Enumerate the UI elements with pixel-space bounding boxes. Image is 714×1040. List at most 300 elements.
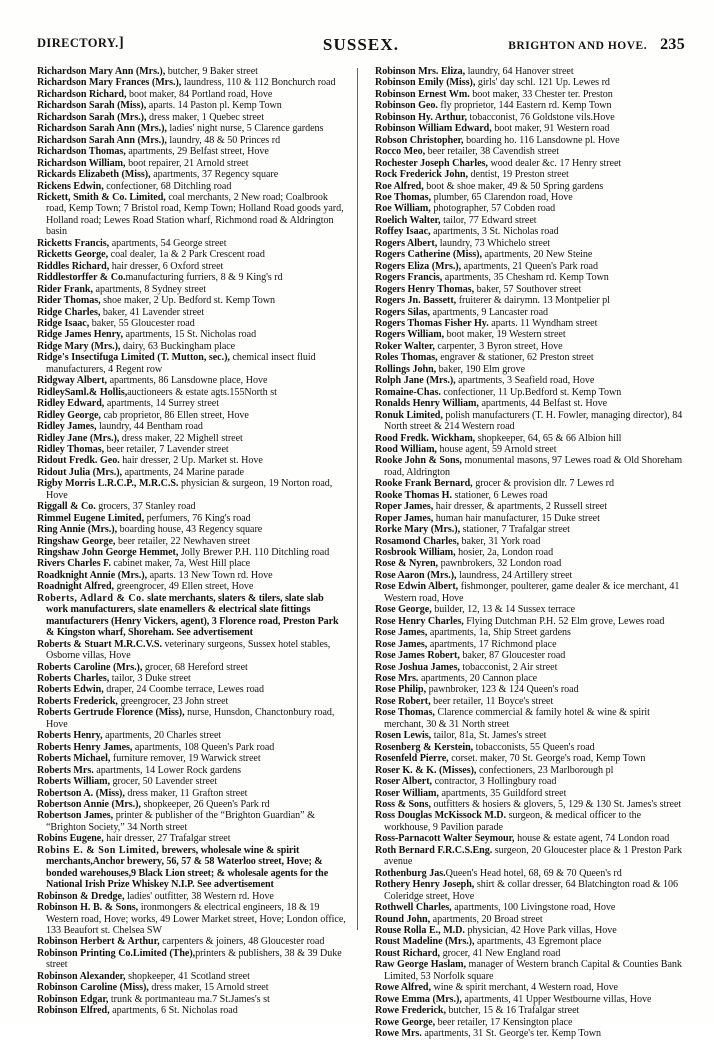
directory-entry — [375, 135, 685, 146]
entry-name: Richardson Sarah Ann (Mrs.), — [37, 134, 167, 146]
entry-description: laundry, 73 Whichelo street — [437, 237, 551, 249]
directory-entry — [37, 181, 347, 192]
entry-name: Rickett, Smith & Co. Limited, — [37, 191, 166, 203]
entry-description: apartments, 108 Queen's Park road — [132, 741, 275, 753]
entry-description: boot maker, 91 Western road — [491, 123, 610, 135]
directory-entry — [375, 765, 685, 776]
entry-description: pawnbrokers, 32 London road — [438, 558, 562, 570]
entry-description: apartments, 35 Guildford street — [438, 787, 567, 799]
directory-entry — [37, 765, 347, 776]
directory-entry — [375, 112, 685, 123]
entry-name: Robinson Geo. — [375, 100, 438, 112]
directory-entry — [375, 158, 685, 169]
running-head-right — [508, 36, 685, 54]
entry-name: Robinson Mrs. Eliza, — [375, 66, 466, 77]
entry-name: Ross & Sons, — [375, 799, 431, 810]
directory-entry — [37, 971, 347, 982]
entry-description: apartments, 24 Marine parade — [122, 466, 244, 478]
entry-name: Roper James, — [375, 501, 434, 513]
entry-name: Roberts Frederick, — [37, 695, 118, 707]
entry-name: Roberts Mrs. — [37, 764, 94, 776]
entry-name: Rickens Edwin, — [37, 180, 104, 192]
directory-entry — [37, 982, 347, 993]
entry-name: Rose Joshua James, — [375, 661, 460, 673]
entry-description: boarding house, 43 Regency square — [117, 524, 263, 536]
entry-description: tobacconists, 55 Queen's road — [473, 741, 595, 753]
entry-description: apartments, 29 Belfast street, Hove — [125, 146, 269, 158]
entry-name: Rosenberg & Kerstein, — [375, 741, 474, 753]
entry-description: beer retailer, 7 Lavender street — [104, 443, 229, 455]
entry-description: pawnbroker, 123 & 124 Queen's road — [426, 684, 579, 696]
entry-description: furniture remover, 19 Warwick street — [110, 753, 261, 765]
directory-entry — [375, 914, 685, 925]
entry-name: Rose James, — [375, 627, 428, 639]
directory-entry — [37, 77, 347, 88]
directory-entry — [37, 501, 347, 512]
entry-name: Ridge Mary (Mrs.), — [37, 340, 121, 352]
entry-description: cabinet maker, 7a, West Hill place — [110, 558, 251, 570]
entry-description: polish manufacturers (T. H. Fowler, managing director), 84 North street & 214 Western road — [384, 409, 683, 433]
directory-entry — [37, 249, 347, 260]
directory-entry — [37, 536, 347, 547]
directory-entry — [375, 753, 685, 764]
entry-name: Robinson Elfred, — [37, 1005, 110, 1017]
directory-entry — [375, 501, 685, 512]
directory-entry — [37, 433, 347, 444]
entry-description: apartments, 37 Regency square — [150, 169, 279, 181]
entry-description: draper, 24 Coombe terrace, Lewes road — [103, 684, 264, 696]
entry-name: Rocco Meo, — [375, 146, 426, 158]
entry-description: apartments, 100 Livingstone road, Hove — [451, 902, 616, 914]
entry-name: Ricketts George, — [37, 249, 109, 261]
directory-entry — [37, 524, 347, 535]
directory-entry — [375, 100, 685, 111]
directory-entry — [37, 1005, 347, 1016]
entry-description: baker, 57 Southover street — [474, 283, 582, 295]
directory-entry — [37, 192, 347, 238]
entry-name: Roker Walter, — [375, 340, 435, 352]
entry-name: Rivers Charles F. — [37, 558, 111, 570]
entry-description: perfumers, 76 King's road — [144, 512, 251, 524]
entry-name: Richardson William, — [37, 157, 126, 169]
entry-description: laundry, 44 Bentham road — [96, 421, 203, 433]
entry-description: baker, 41 Lavender street — [100, 306, 205, 318]
entry-description: beer retailer, 22 Newhaven street — [115, 535, 250, 547]
entry-description: boot repairer, 21 Arnold street — [125, 157, 249, 169]
directory-entry — [37, 902, 347, 936]
directory-entry — [375, 284, 685, 295]
directory-entry — [375, 146, 685, 157]
entry-description: chemical insect fluid manufacturers, 4 Regent row — [46, 352, 316, 375]
entry-description: manager of Western branch Capital & Counties Bank Limited, 53 Norfolk square — [384, 959, 682, 982]
entry-name: Ridley James, — [37, 421, 97, 433]
entry-description: surgeon, 20 Gloucester place & 1 Preston Park avenue — [384, 844, 682, 868]
entry-name: Roust Madeline (Mrs.), — [375, 936, 475, 948]
directory-entry — [375, 936, 685, 947]
entry-name: Ricketts Francis, — [37, 237, 110, 249]
directory-entry — [37, 146, 347, 157]
directory-entry — [375, 215, 685, 226]
entry-name: Roe Alfred, — [375, 180, 424, 192]
entry-name: Rose & Nyren, — [375, 558, 439, 570]
entry-description: laundress, 24 Artillery street — [456, 569, 573, 581]
directory-entry — [375, 387, 685, 398]
directory-entry — [37, 261, 347, 272]
entry-description: builder, 12, 13 & 14 Sussex terrace — [431, 604, 576, 616]
directory-entry — [37, 673, 347, 684]
directory-entry — [375, 627, 685, 638]
entry-name: Roberts Gertrude Florence (Miss), — [37, 707, 185, 719]
entry-name: Rose Edwin Albert, — [375, 581, 459, 593]
entry-description: confectioner, 68 Ditchling road — [103, 180, 232, 192]
directory-entry — [37, 123, 347, 134]
entry-name: Roberts Michael, — [37, 753, 111, 765]
entry-name: Rosenfeld Pierre, — [375, 753, 449, 765]
entry-name: Robinson & Dredge, — [37, 890, 125, 902]
entry-name: Roust Richard, — [375, 947, 441, 959]
entry-description: grocer, 50 Lavender street — [109, 776, 218, 788]
entry-name: Roberts Henry James, — [37, 741, 133, 753]
directory-entry — [375, 192, 685, 203]
directory-entry — [375, 662, 685, 673]
entry-name: Robinson Emily (Miss), — [375, 77, 476, 89]
entry-name: Rickards Elizabeth (Miss), — [37, 169, 151, 181]
directory-entry — [375, 123, 685, 134]
directory-entry — [375, 959, 685, 982]
directory-entry — [375, 238, 685, 249]
directory-entry — [375, 845, 685, 868]
directory-entry — [375, 696, 685, 707]
directory-entry — [375, 581, 685, 604]
directory-entry — [37, 387, 347, 398]
entry-name: Robertson Annie (Mrs.), — [37, 799, 141, 810]
directory-entry — [375, 547, 685, 558]
entry-description: apartments, 20 Charles street — [102, 730, 222, 742]
directory-entry — [375, 902, 685, 913]
directory-entry — [375, 788, 685, 799]
entry-name: Rorke Mary (Mrs.), — [375, 524, 461, 536]
entry-description: slate merchants, slaters & tilers, slate slab work manufacturers, slate enamellers & electrical slate fittings manufacturers (Henry Vickers, agent), 3 Florence road, Preston Park & Kingston wharf, Shoreham. See advertisement — [46, 592, 339, 639]
directory-entry — [375, 490, 685, 501]
directory-entry — [375, 799, 685, 810]
entry-name: Roberts Edwin, — [37, 684, 104, 696]
entry-name: Rooke Frank Bernard, — [375, 478, 473, 490]
entry-name: Rimmel Eugene Limited, — [37, 512, 145, 524]
entry-description: shirt & collar dresser, 64 Blatchington road & 106 Coleridge street, Hove — [384, 879, 678, 902]
directory-entry — [375, 89, 685, 100]
entry-name: Riddles Richard, — [37, 260, 110, 272]
entry-description: beer retailer, 11 Boyce's street — [430, 695, 554, 707]
entry-name: Rothwell Charles, — [375, 902, 452, 914]
directory-entry — [375, 295, 685, 306]
entry-description: tailor, 81a, St. James's street — [431, 730, 547, 742]
entry-description: beer retailer, 38 Cavendish street — [425, 146, 560, 158]
entry-name: Richardson Richard, — [37, 88, 127, 100]
entry-name: Rogers Jn. Bassett, — [375, 295, 457, 307]
entry-description: Clarence commercial & family hotel & wine & spirit merchant, 30 & 31 North street — [384, 707, 650, 730]
directory-entry — [37, 238, 347, 249]
entry-description: shopkeeper, 64, 65 & 66 Albion hill — [475, 432, 622, 444]
running-head-left-label: DIRECTORY. — [37, 36, 119, 50]
entry-description: butcher, 9 Baker street — [165, 66, 258, 77]
entry-description: Flying Dutchman P.H. 52 Elm grove, Lewes road — [463, 615, 665, 627]
entry-name: Roelich Walter, — [375, 214, 441, 226]
directory-entry — [375, 673, 685, 684]
entry-description: hair dresser, 2 Up. Market st. Hove — [119, 455, 263, 467]
entry-name: Rooke John & Sons, — [375, 455, 462, 467]
entry-name: Rosen Lewis, — [375, 730, 432, 742]
entry-description: monumental masons, 97 Lewes road & Old Shoreham road, Aldrington — [384, 455, 683, 478]
entry-name: Rose George, — [375, 604, 432, 616]
entry-description: apartments, 20 New Steine — [481, 249, 593, 261]
entry-description: apartments, 14 Lower Rock gardens — [93, 764, 242, 776]
directory-entry — [375, 742, 685, 753]
entry-name: Rollings John, — [375, 363, 437, 375]
directory-entry — [375, 1017, 685, 1028]
entry-description: apartments, 17 Richmond place — [427, 638, 557, 650]
entry-name: Robson Christopher, — [375, 134, 464, 146]
directory-entry — [375, 879, 685, 902]
entry-description: dress maker, 22 Mighell street — [119, 432, 243, 444]
entry-name: Rothery Henry Joseph, — [375, 879, 475, 891]
entry-name: Ring Annie (Mrs.), — [37, 524, 118, 536]
directory-entry — [37, 352, 347, 375]
entry-description: apartments, 3 Seafield road, Hove — [455, 375, 595, 387]
entry-name: Ringshaw John George Hemmet, — [37, 547, 179, 559]
directory-entry — [37, 272, 347, 283]
entry-name: Roser Albert, — [375, 776, 433, 788]
entry-description: printers & publishers, 38 & 39 Duke street — [46, 947, 342, 971]
directory-entry — [375, 364, 685, 375]
entry-name: Ridge's Insectifuga Limited (T. Mutton, sec.), — [37, 352, 230, 364]
entry-name: Roper James, — [375, 512, 434, 524]
entry-name: Rood William, — [375, 443, 437, 455]
entry-name: RidleySaml.& Hollis, — [37, 386, 128, 398]
entry-name: Rowe George, — [375, 1016, 436, 1028]
entry-name: Ringshaw George, — [37, 535, 116, 547]
entry-name: Robinson William Edward, — [375, 123, 492, 135]
directory-entry — [375, 730, 685, 741]
directory-entry — [37, 341, 347, 352]
directory-entry — [37, 753, 347, 764]
entry-description: laundry, 48 & 50 Princes rd — [166, 134, 281, 146]
entry-description: laundry, 64 Hanover street — [465, 66, 574, 77]
entry-name: Rose Aaron (Mrs.), — [375, 569, 457, 581]
entry-name: Ridley Thomas, — [37, 443, 105, 455]
entry-name: Riggall & Co. — [37, 501, 96, 513]
directory-entry — [37, 421, 347, 432]
entry-name: Rose Robert, — [375, 695, 431, 707]
directory-entry — [37, 845, 347, 891]
directory-entry — [375, 810, 685, 833]
directory-entry — [375, 169, 685, 180]
entry-description: stationer, 6 Lewes road — [451, 489, 548, 501]
entry-name: Rogers Henry Thomas, — [375, 283, 475, 295]
entry-name: Robertson James, — [37, 810, 114, 822]
entry-name: Raw George Haslam, — [375, 959, 466, 971]
entry-description: coal dealer, 1a & 2 Park Crescent road — [108, 249, 265, 261]
entry-description: photographer, 57 Cobden road — [430, 203, 556, 215]
entry-name: Roberts Henry, — [37, 730, 103, 742]
directory-entry — [375, 478, 685, 489]
entry-name: Robinson Edgar, — [37, 993, 109, 1005]
entry-name: Rigby Morris L.R.C.P., M.R.C.S. — [37, 478, 179, 490]
entry-description: hair dresser, & apartments, 2 Russell street — [433, 501, 607, 513]
directory-entry — [375, 604, 685, 615]
directory-entry — [37, 570, 347, 581]
entry-description: baker, 190 Elm grove — [436, 363, 526, 375]
entry-name: Roadknight Annie (Mrs.), — [37, 569, 148, 581]
entry-name: Ridgway Albert, — [37, 375, 108, 387]
directory-entry — [375, 249, 685, 260]
entry-name: Ridley George, — [37, 409, 101, 421]
entry-description: manufacturing furriers, 8 & 9 King's rd — [125, 272, 283, 284]
entry-description: house & estate agent, 74 London road — [514, 833, 670, 845]
entry-name: Ridley Edward, — [37, 398, 105, 410]
entry-name: Rochester Joseph Charles, — [375, 157, 488, 169]
entry-description: dress maker, 1 Quebec street — [146, 111, 264, 123]
entry-description: tailor, 3 Duke street — [109, 673, 191, 685]
directory-entry — [37, 307, 347, 318]
entry-name: Rock Frederick John, — [375, 169, 468, 181]
directory-entry — [37, 593, 347, 639]
directory-entry — [375, 455, 685, 478]
directory-entry — [375, 1028, 685, 1039]
directory-entry — [37, 833, 347, 844]
entry-name: Rolph Jane (Mrs.), — [375, 375, 456, 387]
entry-name: Rose Thomas, — [375, 707, 435, 719]
directory-entry — [37, 684, 347, 695]
entry-name: Rogers Silas, — [375, 306, 430, 318]
directory-entry — [37, 558, 347, 569]
entry-description: contractor, 3 Hollingbury road — [432, 776, 557, 788]
entry-name: Richardson Sarah (Miss), — [37, 100, 147, 112]
entry-description: printer & publisher of the “Brighton Guardian” & “Brighton Society,” 34 North street — [46, 810, 315, 833]
entry-description: confectioner, 11 Up.Bedford st. Kemp Town — [440, 386, 622, 398]
entry-description: coal merchants, 2 New road; Coalbrook road, Kemp Town; 7 Bristol road, Kemp Town; Holland Road goods yard, Holland road; Lewes Road Station wharf, Richmond road & Aldrington basin — [46, 191, 344, 238]
entry-name: Rosamond Charles, — [375, 535, 459, 547]
directory-entry — [375, 272, 685, 283]
directory-entry — [375, 181, 685, 192]
directory-entry — [37, 100, 347, 111]
directory-entry — [37, 410, 347, 421]
entry-description: outfitters & hosiers & glovers, 5, 129 & 130 St. James's street — [430, 799, 682, 810]
entry-description: baker, 55 Gloucester road — [89, 317, 195, 329]
entry-description: ironmongers & electrical engineers, 18 & 19 Western road, Hove; works, 49 Lower Market street, Hove; London office, 133 Beaufort st. Chelsea SW — [46, 902, 346, 936]
entry-name: Ross Douglas McKissock M.D. — [375, 810, 507, 822]
entry-description: apartments, 41 Upper Westbourne villas, Hove — [461, 993, 652, 1005]
entry-name: Rowe Alfred, — [375, 982, 431, 994]
entry-name: Ridout Julia (Mrs.), — [37, 466, 122, 478]
entry-description: apartments, 44 Belfast st. Hove — [478, 398, 608, 410]
entry-description: apartments, 54 George street — [109, 237, 227, 249]
entry-description: grocer, 68 Hereford street — [142, 661, 248, 673]
entry-name: Rogers Francis, — [375, 272, 443, 284]
entry-description: dairy, 63 Buckingham place — [120, 340, 236, 352]
directory-entry — [37, 936, 347, 947]
entry-description: human hair manufacturer, 15 Duke street — [433, 512, 600, 524]
directory-entry — [375, 375, 685, 386]
entry-description: fishmonger, poulterer, game dealer & ice merchant, 41 Western road, Hove — [384, 581, 680, 604]
entry-description: brewers, wholesale wine & spirit merchants,Anchor brewery, 56, 57 & 58 Waterloo street, Hove; & bonded warehouses,9 Black Lion street; & wholesale agents for the National Irish Prize Whiskey N.I.P. See advertisement — [46, 844, 329, 891]
directory-entry — [37, 891, 347, 902]
entry-description: apartments, 20 Broad street — [430, 913, 543, 925]
entry-description: plumber, 65 Clarendon road, Hove — [431, 191, 573, 203]
directory-entry — [37, 284, 347, 295]
directory-column-left — [37, 66, 347, 1017]
entry-description: tobacconist, 2 Air street — [459, 661, 558, 673]
directory-entry — [375, 524, 685, 535]
entry-description: wood dealer &c. 17 Henry street — [487, 157, 622, 169]
entry-description: apartments, 1a, Ship Street gardens — [427, 627, 571, 639]
entry-name: Roser William, — [375, 787, 439, 799]
directory-entry — [37, 169, 347, 180]
entry-name: Robertson A. (Miss), — [37, 787, 125, 799]
directory-entry — [37, 375, 347, 386]
entry-name: Rogers Eliza (Mrs.), — [375, 260, 462, 272]
entry-name: Rose Henry Charles, — [375, 615, 464, 627]
entry-description: boot maker, 33 Chester ter. Preston — [469, 88, 613, 100]
directory-entry — [375, 410, 685, 433]
entry-description: trunk & portmanteau ma.7 St.James's st — [108, 993, 270, 1005]
entry-name: Romaine-Chas. — [375, 386, 441, 398]
entry-name: Rogers Catherine (Miss), — [375, 249, 482, 261]
directory-entry — [375, 444, 685, 455]
directory-entry — [375, 833, 685, 844]
directory-entry — [375, 433, 685, 444]
directory-entry — [37, 89, 347, 100]
entry-description: stationer, 7 Trafalgar street — [460, 524, 570, 536]
entry-description: apartments, 15 St. Nicholas road — [122, 329, 257, 341]
entry-name: Robinson Hy. Arthur, — [375, 111, 467, 123]
entry-description: ladies' outfitter, 38 Western rd. Hove — [124, 890, 274, 902]
entry-name: Rogers Thomas Fisher Hy. — [375, 317, 489, 329]
entry-name: Roberts Charles, — [37, 673, 110, 685]
entry-name: Ridley Jane (Mrs.), — [37, 432, 120, 444]
directory-entry — [375, 536, 685, 547]
directory-entry — [37, 742, 347, 753]
entry-description: butcher, 15 & 16 Trafalgar street — [445, 1005, 580, 1017]
entry-description: apartments, 21 Queen's Park road — [461, 260, 598, 272]
entry-name: Rouse Rolla E., M.D. — [375, 924, 465, 936]
entry-description: dress maker, 11 Grafton street — [124, 787, 248, 799]
entry-description: shoe maker, 2 Up. Bedford st. Kemp Town — [100, 295, 275, 307]
directory-column-right — [375, 66, 685, 1040]
entry-name: Ridge Charles, — [37, 306, 101, 318]
directory-entry — [37, 455, 347, 466]
entry-description: apartments, 31 St. George's ter. Kemp Town — [421, 1028, 602, 1040]
entry-name: Roth Bernard F.R.C.S.Eng. — [375, 844, 493, 856]
directory-entry — [375, 994, 685, 1005]
entry-description: baker, 31 York road — [458, 535, 541, 547]
entry-name: Rooke Thomas H. — [375, 489, 452, 501]
directory-entry — [37, 948, 347, 971]
entry-description: beer retailer, 17 Kensington place — [435, 1016, 573, 1028]
entry-description: aparts. 11 Wyndham street — [488, 317, 598, 329]
entry-description: aparts. 13 New Town rd. Hove — [147, 569, 273, 581]
directory-entry — [37, 810, 347, 833]
entry-name: Roadnight Alfred, — [37, 581, 115, 593]
entry-name: Robinson Herbert & Arthur, — [37, 936, 160, 948]
entry-description: cab proprietor, 86 Ellen street, Hove — [100, 409, 249, 421]
directory-entry — [37, 639, 347, 662]
entry-description: hair dresser, 27 Trafalgar street — [103, 833, 231, 845]
page-number: 235 — [660, 36, 685, 53]
column-divider-rule — [357, 68, 358, 930]
directory-entry — [37, 513, 347, 524]
directory-entry — [375, 684, 685, 695]
entry-description: apartments, 6 St. Nicholas road — [109, 1005, 238, 1017]
